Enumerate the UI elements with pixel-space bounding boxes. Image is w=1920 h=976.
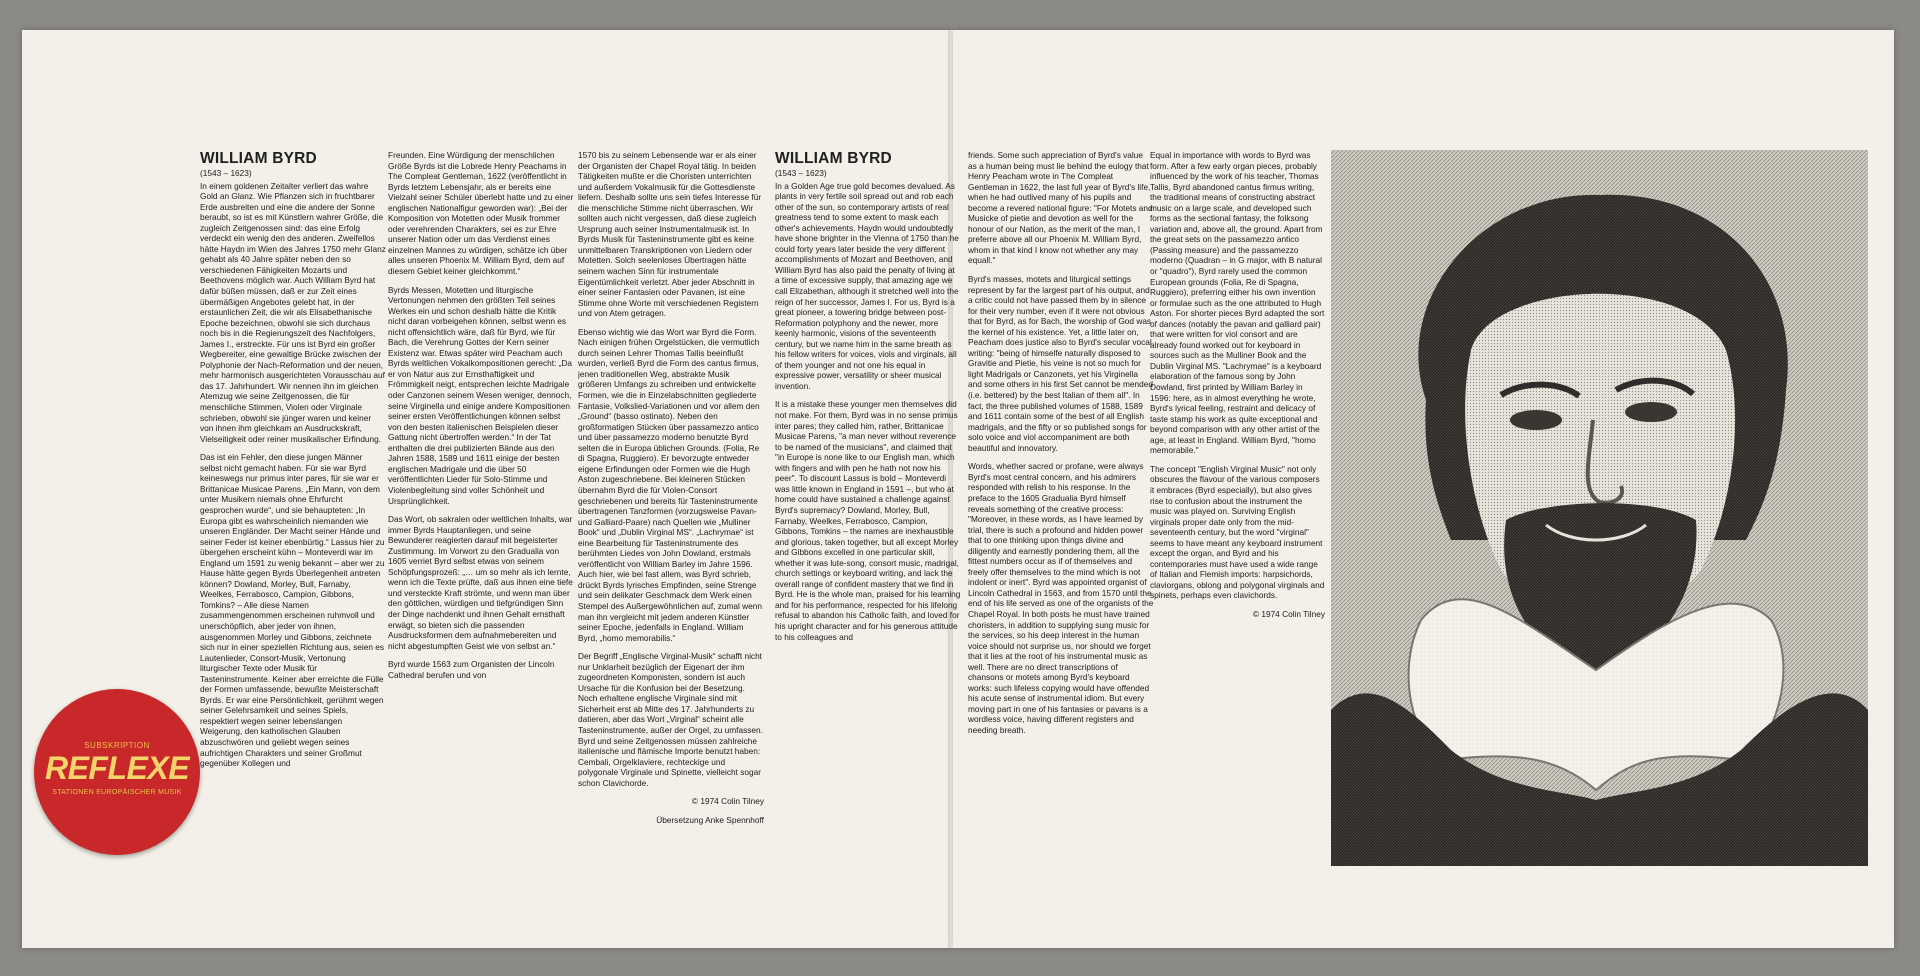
german-paragraph: In einem goldenen Zeitalter verliert das wahre Gold an Glanz. Wie Pflanzen sich in fruchtbarer Erde ausbreiten und eine die andere der Sonne beraubt, so ist es mit Künstlern wahrer Größe, die zugleich Zeitgenossen sind: das eine Erfolg verdeckt ein wenig den des anderen. Zweifellos hätte Haydn im Wien des Jahres 1750 mehr Glanz gehabt als 40 Jahre später neben den so verschiedenen Fähigkeiten Mozarts und Beethovens möglich war. Auch William Byrd hat dafür büßen müssen, daß er zur Zeit eines übermäßigen Angebotes gelebt hat, in der erstaunlichen Zeit, die wir als Elisabethanische Epoche bezeichnen, obwohl sie sich durchaus noch bis in die Regierungszeit des Nachfolgers, James I., erstreckte. Für uns ist Byrd ein großer Wegbereiter, eine gewaltige Brücke zwischen der Polyphonie der Nach-Reformation und der neuen, mehr harmonisch ausgerichteten Vorausschau auf das 17. Jahrhundert. Wir nennen ihn im gleichen Atemzug wie seine Zeitgenossen, die für menschliche Stimmen, Violen oder Virginale schrieben, obwohl sie jünger waren und keiner von ihnen ihm gleichkam an Ausdruckskraft, Vielseitigkeit oder reiner musikalischer Erfindung.: [200, 180, 386, 444]
english-paragraph: In a Golden Age true gold becomes devalued. As plants in very fertile soil spread out and rob each other of the sun, so contemporary artists of real greatness tend to some extent to mask each other's achievements. Haydn would undoubtedly have shone brighter in the Vienna of 1750 than he could forty years later beside the very different accomplishments of Mozart and Beethoven, and William Byrd has also paid the penalty of living at a time of excessive supply, that amazing age we call Elizabethan, although it stretched well into the reign of her successor, James I. For us, Byrd is a great pioneer, a towering bridge between post-Reformation polyphony and the newer, more keenly harmonic, visions of the seventeenth century, but we name him in the same breath as his fellow writers for voices, viols and virginals, all of them younger and not one his equal in expressive power, versatility or sheer musical invention.: [775, 180, 959, 391]
english-title: WILLIAM BYRD: [775, 150, 892, 167]
portrait-image: [1331, 150, 1868, 866]
german-paragraph: Das Wort, ob sakralen oder weltlichen Inhalts, war immer Byrds Hauptanliegen, und seine Bewunderer reagierten darauf mit begeisterter Zustimmung. Im Vorwort zu den Gradualia von 1605 verriet Byrd selbst etwas von seinem Schöpfungsprozeß: „… um so mehr als ich lernte, wenn ich die Texte prüfte, daß aus ihnen eine tiefe und versteckte Kraft strömte, und wenn man über den göttlichen, würdigen und tiefgründigen Sinn der Dinge nachdenkt und ihnen Gehalt ernsthaft erwägt, so bieten sich die passenden Ausdrucksformen dem aufnahmebereiten und nicht abgestumpften Geist wie von selbst an.“: [388, 514, 573, 651]
english-column-3: [1150, 150, 1325, 670]
english-paragraph: Byrd's masses, motets and liturgical settings represent by far the largest part of his output, and a critic could not have passed them by in silence for their very number, even if it were not obvious that for Byrd, as for Bach, the worship of God was the kernel of his existence. Yet, a little later on, Peacham does justice also to Byrd's secular vocal writing: "being of himselfe naturally disposed to Gravitie and Pietie, his veine is not so much for light Madrigals or Canzonets, yet his Virginella and some others in his first Set cannot be mended (i.e. bettered) by the best Italian of them all". In fact, the three published volumes of 1588, 1589 and 1611 contain some of the best of all English madrigals, and the fifty or so published songs for solo voice and viol accompaniment are both beautiful and innovatory.: [968, 274, 1153, 453]
english-paragraph: The concept "English Virginal Music" not only obscures the flavour of the various composers it embraces (Byrd especially), but also gives rise to confusion about the instrument the music was played on. Surviving English virginals proper date only from the mid-seventeenth century, but the word "virginal" seems to have meant any keyboard instrument except the organ, and Byrd and his contemporaries must have used a wide range of Italian and Flemish imports: harpsichords, claviorgans, oblong and polygonal virginals and spinets, perhaps even clavichords.: [1150, 463, 1325, 601]
english-paragraph: friends. Some such appreciation of Byrd's value as a human being must lie behind the eulogy that Henry Peacham wrote in The Compleat Gentleman in 1622, the last full year of Byrd's life, when he had outlived many of his pupils and become a revered national figure: "For Motets and Musicke of pietie and devotion as well for the honour of our Nation, as the merit of the man, I preferre above all our Phoenix M. William Byrd, whom in that kind I know not whether any may equall.": [968, 150, 1153, 266]
german-column-3: [578, 150, 764, 910]
english-years: (1543 – 1623): [775, 168, 827, 178]
german-paragraph: 1570 bis zu seinem Lebensende war er als einer der Organisten der Chapel Royal tätig. In beiden Tätigkeiten mußte er die Choristen unterrichten und außerdem Vokalmusik für die Gottesdienste liefern. Deshalb sollte uns sein tiefes Interesse für die menschliche Stimme nicht überraschen. Wir sollten auch nicht vergessen, daß diese zugleich Ursprung auch seiner Instrumentalmusik ist. In Byrds Musik für Tasteninstrumente gibt es keine unmittelbaren Transkriptionen von Liedern oder Motetten. Solch seelenloses Übertragen hätte seinem wachen Sinn für instrumentale Eigentümlichkeit verletzt. Aber jeder Abschnitt in einer seiner Fantasien oder Pavanen, ist eine Stimme ohne Worte mit verschiedenen Registern und von Atem getragen.: [578, 150, 762, 319]
german-credit-author: © 1974 Colin Tilney: [691, 796, 764, 807]
badge-bottom-text: STATIONEN EUROPÄISCHER MUSIK: [52, 789, 182, 796]
german-column-2: [388, 150, 574, 840]
german-years: (1543 – 1623): [200, 168, 252, 178]
german-paragraph: Byrds Messen, Motetten und liturgische Vertonungen nehmen den größten Teil seines Werkes ein und schon deshalb hätte die Kritik nicht daran vorbeigehen können, selbst wenn es nicht offensichtlich wäre, daß für Byrd, wie für Bach, die Verehrung Gottes der Kern seiner Existenz war. Etwas später wird Peacham auch Byrds weltlichen Vokalkompositionen gerecht: „Da er von Natur aus zur Ernsthaftigkeit und Frömmigkeit neigt, entsprechen leichte Madrigale oder Canzonen seinem Wesen weniger, dennoch, seine Virginella und einige andere Kompositionen seiner ersten Veröffentlichungen können selbst von den besten italienischen Beispielen dieser Gattung nicht übertroffen werden.“ In der Tat enthalten die drei publizierten Bände aus den Jahren 1588, 1589 und 1611 einige der besten englischen Madrigale und die über 50 veröffentlichten Lieder für Solo-Stimme und Violenbegleitung sind voller Schönheit und Ursprünglichkeit.: [388, 284, 573, 506]
english-paragraph: Equal in importance with words to Byrd was form. After a few early organ pieces, probably influenced by the work of his teacher, Thomas Tallis, Byrd abandoned cantus firmus writing, the traditional means of constructing abstract music on a large scale, and developed such forms as the sectional fantasy, the folksong variation and, above all, the ground. Apart from the great sets on the passamezzo antico (Passing measure) and the passamezzo moderno (Quadran – in G major, with B natural or "quadro"), Byrd rarely used the common European grounds (Folia, Re di Spagna, Ruggiero), preferring either his own invention or formulae such as the one attributed to Hugh Aston. For shorter pieces Byrd adapted the sort of dances (notably the pavan and galliard pair) that were written for viol consort and are already found worked out for keyboard in sources such as the Mulliner Book and the Dublin Virginal MS. "Lachrymae" is a keyboard elaboration of the famous song by John Dowland, first printed by William Barley in 1596: here, as in almost everything he wrote, Byrd's lyrical feeling, restraint and delicacy of taste stamp his work as quite exceptional and beyond comparison with any other artist of the age, at least in England. William Byrd, "homo memorabile.": [1150, 150, 1325, 456]
english-column-1: [775, 150, 961, 840]
badge-top-text: SUBSKRIPTION: [84, 741, 150, 750]
german-paragraph: Das ist ein Fehler, den diese jungen Männer selbst nicht gemacht haben. Für sie war Byrd keineswegs nur primus inter pares, für sie war er Brittanicae Musicae Parens. „Ein Mann, von dem unter Musikern niemals ohne Ehrfurcht gesprochen wurde“, und sie behaupteten: „In Europa gibt es wahrscheinlich niemanden wie unseren Engländer. Der Macht seiner Hände und seiner Feder ist keiner ebenbürtig.“ Lassus hier zu übergehen erscheint kühn – Monteverdi war im England um 1591 zu wenig bekannt – aber wer zu Hause hätte gegen Byrds Überlegenheit antreten können? Dowland, Morley, Bull, Farnaby, Weelkes, Ferrabosco, Campion, Gibbons, Tomkins? – Alle diese Namen zusammengenommen erscheinen ruhmvoll und unerschöpflich, aber jeder von ihnen, ausgenommen Morley und Gibbons, zeichnete sich nur in einer speziellen Richtung aus, seien es Lautenlieder, Consort-Musik, Vertonung liturgischer Texte oder Musik für Tasteninstrumente. Keiner aber erreichte die Fülle der Formen umfassende, bewußte Meisterschaft Byrds. Er war eine Persönlichkeit, gerühmt wegen seiner Gelehrsamkeit und seines Spiels, respektiert wegen seiner lebenslangen Weigerung, den katholischen Glauben abzuschwören und geliebt wegen seines aufrichtigen Charakters und seiner Großmut gegenüber Kollegen und: [200, 452, 385, 769]
german-paragraph: Ebenso wichtig wie das Wort war Byrd die Form. Nach einigen frühen Orgelstücken, die vermutlich durch seinen Lehrer Thomas Tallis beeinflußt wurden, verließ Byrd die Form des cantus firmus, jenen traditionellen Weg, abstrakte Musik größeren Umfangs zu schreiben und entwickelte Formen, wie die in Einzelabschnitten gegliederte Fantasie, Volkslied-Variationen und vor allem den „Ground“ (basso ostinato). Neben den großformatigen Stücken über passamezzo antico und über passamezzo moderno benutzte Byrd selten die in Europa üblichen Grounds. (Folia, Re di Spagna, Ruggiero). Er bevorzugte entweder eigene Erfindungen oder Formen wie die Hugh Aston zugeschriebene. Bei kleineren Stücken übernahm Byrd die für Violen-Consort geschriebenen und bereits für Tasteninstrumente übertragenen Tanzformen (vorzugsweise Pavan- und Galliard-Paare) nach Quellen wie „Mulliner Book“ und „Dublin Virginal MS“. „Lachrymae“ ist eine Bearbeitung für Tasteninstrumente des berühmten Liedes von John Dowland, erstmals veröffentlicht von William Barley im Jahre 1596. Auch hier, wie bei fast allem, was Byrd schrieb, drückt Byrds lyrisches Empfinden, seine Strenge und sein delikater Geschmack dem Werk einen Stempel des Außergewöhnlichen auf, zumal wenn man ihn vergleicht mit jedem anderen Künstler seiner Epoche, jedenfalls in England. William Byrd, „homo memorabilis.“: [578, 326, 763, 643]
english-column-2: [968, 150, 1154, 840]
german-paragraph: Byrd wurde 1563 zum Organisten der Lincoln Cathedral berufen und von: [388, 659, 555, 680]
english-paragraph: Words, whether sacred or profane, were always Byrd's most central concern, and his admirers responded with relish to his response. In the preface to the 1605 Gradualia Byrd himself reveals something of the creative process: "Moreover, in these words, as I have learned by trial, there is such a profound and hidden power that to one thinking upon things divine and diligently and earnestly pondering them, all the fittest numbers occur as if of themselves and freely offer themselves to the mind which is not indolent or inert". Byrd was appointed organist of Lincoln Cathedral in 1563, and from 1570 until the end of his life served as one of the organists of the Chapel Royal. In both posts he must have trained choristers, in addition to supplying sung music for the services, so his deep interest in the human voice should not surprise us, nor should we forget that it lies at the root of his instrumental music as well. There are no direct transcriptions of chansons or motets among Byrd's keyboard works: such lifeless copying would have offended his acute sense of instrumental idiom. But every moving part in one of his fantasies or pavans is a wordless voice, having different registers and needing breath.: [968, 461, 1154, 735]
german-column-1: [200, 150, 386, 840]
portrait-engraving: [1331, 150, 1868, 866]
english-credit: © 1974 Colin Tilney: [1252, 608, 1325, 619]
german-paragraph: Der Begriff „Englische Virginal-Musik“ schafft nicht nur Unklarheit bezüglich der Eigenart der ihm zugeordneten Komponisten, sondern ist auch Ursache für die Konfusion bei der Besetzung. Noch erhaltene englische Virginale sind mit Sicherheit erst ab Mitte des 17. Jahrhunderts zu datieren, aber das Wort „Virginal“ scheint alle Tasteninstrumente, außer der Orgel, zu umfassen. Byrd und seine Zeitgenossen müssen zahlreiche italienische und flämische Importe benutzt haben: Cembali, Orgelklaviere, rechteckige und polygonale Virginale und Spinette, vielleicht sogar schon Clavichorde.: [578, 651, 763, 788]
badge-brand-logo: REFLEXE: [44, 750, 190, 786]
german-title: WILLIAM BYRD: [200, 150, 317, 167]
german-credit-translator: Übersetzung Anke Spennhoff: [656, 814, 764, 825]
reflexe-subscription-badge: [34, 689, 200, 855]
german-paragraph: Freunden. Eine Würdigung der menschlichen Größe Byrds ist die Lobrede Henry Peachams in The Compleat Gentleman, 1622 (veröffentlicht in Byrds letztem Lebensjahr, als er bereits eine Vielzahl seiner Schüler überlebt hatte und zu einer englischen Nationalfigur geworden war): „Bei der Komposition von Motetten oder Musik frommer oder verehrenden Charakters, sei es zur Ehre unserer Nation oder um das Verdienst eines einzelnen Mannes zu würdigen, schätze ich über alles unseren Phoenix M. William Byrd, dem auf diesem Gebiet keiner gleichkommt.“: [388, 150, 574, 277]
english-paragraph: It is a mistake these younger men themselves did not make. For them, Byrd was in no sense primus inter pares; they called him, rather, Brittanicae Musicae Parens, "a man never without reverence to be named of the musicians", and claimed that "in Europe is none like to our English man, which with fingers and with pen he hath not now his peer". To discount Lassus is bold – Monteverdi was little known in England in 1591 –, but who at home could have sustained a challenge against Byrd's supremacy? Dowland, Morley, Bull, Farnaby, Weelkes, Ferrabosco, Campion, Gibbons, Tomkins – the names are inexhaustible and glorious, taken together, but all except Morley and Gibbons excelled in one particular skill, whether it was lute-song, consort music, madrigal, church settings or keyboard writing, and lack the overall range of confident mastery that we find in Byrd. He is the whole man, praised for his learning and for his performance, respected for his lifelong refusal to abandon his Catholic faith, and loved for his upright character and for his generous attitude to his colleagues and: [775, 399, 961, 642]
